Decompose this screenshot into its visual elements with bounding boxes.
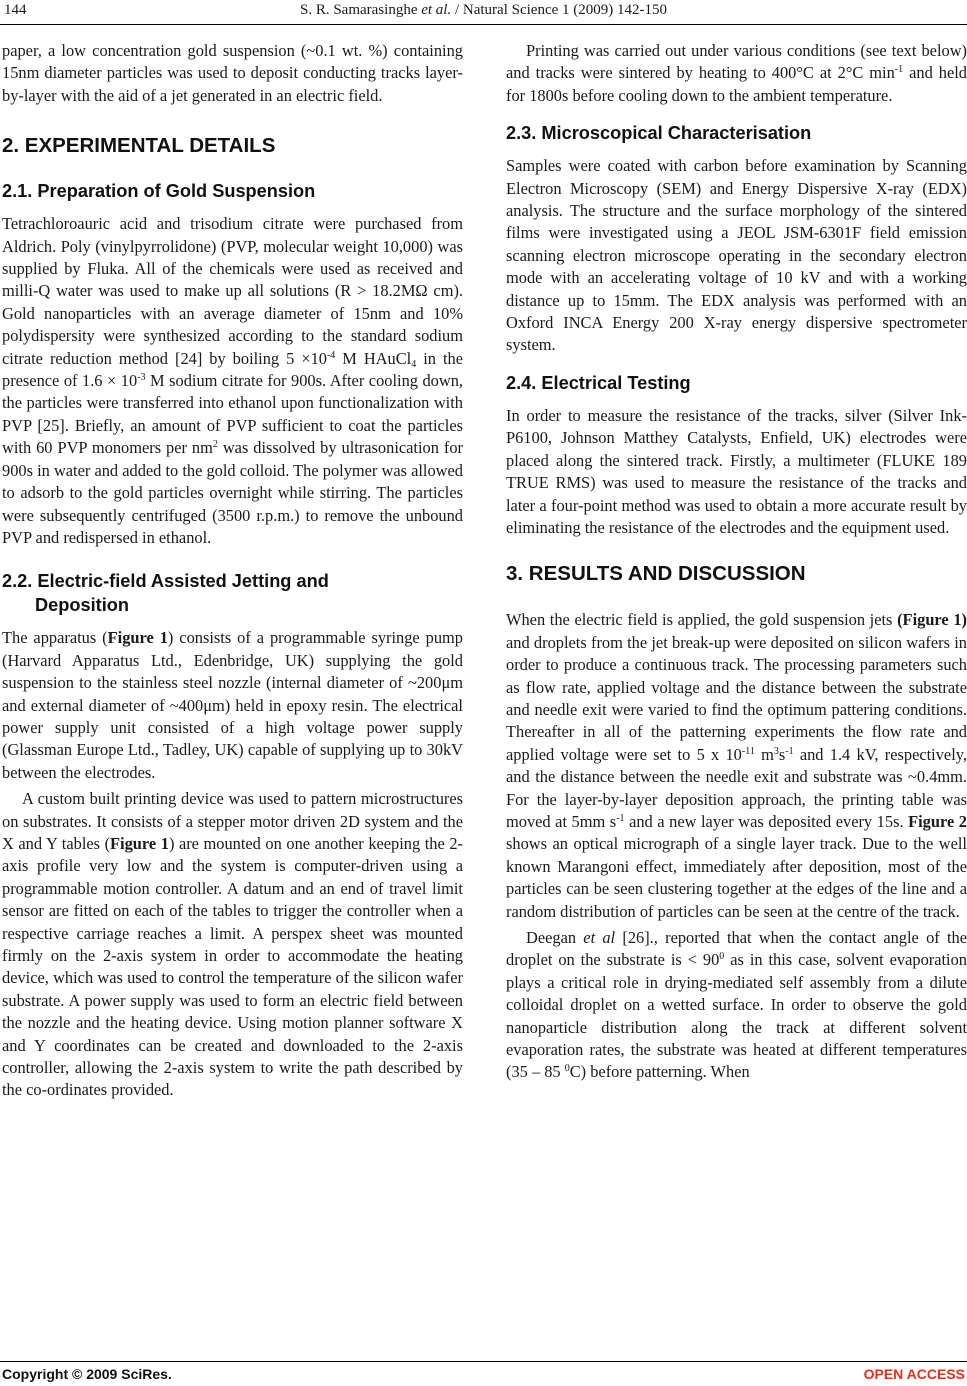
page-header: [0, 0, 967, 24]
right-column: [506, 40, 967, 1084]
header-rule: [0, 24, 967, 25]
running-head-authors: S. R. Samarasinghe: [299, 2, 422, 18]
footer-rule: [0, 1361, 967, 1362]
figure-1-ref: Figure 1: [107, 628, 168, 648]
section-3-heading: 3. RESULTS AND DISCUSSION: [506, 562, 806, 586]
page-footer: [0, 1366, 967, 1384]
subsection-2-1-heading: 2.1. Preparation of Gold Suspension: [2, 181, 316, 202]
subsection-2-1-paragraph: Tetrachloroauric acid and trisodium citrate were purchased from Aldrich. Poly (vinylpyrrolidone) (PVP, molecular weight 10,000) was supplied by Fluka. All of the chemicals were used as received and milli-Q water was used to make up all solutions (R > 18.2MΩ cm). Gold nanoparticles with an average diameter of 15nm and 10% polydispersity were synthesized according to the standard sodium citrate reduction method [24] by boiling $5 \times 10^{-4}$ M HAuCl$_4$ in the presence of $1.6 \times 10^{-3}$ M sodium citrate for 900s. After cooling down, the particles were transferred into ethanol upon functionalization with PVP [25]. Briefly, an amount of PVP sufficient to coat the particles with 60 PVP monomers per $nm^2$ was dissolved by ultrasonication for 900s in water and added to the gold colloid. The polymer was allowed to adsorb to the gold particles overnight while stirring. The particles were subsequently centrifuged (3500 r.p.m.) to remove the unbound PVP and redispersed in ethanol.: [2, 214, 464, 547]
copyright-notice: Copyright © 2009 SciRes.: [2, 1366, 172, 1382]
page-number: 144: [4, 2, 27, 18]
subsection-2-2-paragraph-2: A custom built printing device was used to pattern microstructures on substrates. It consists of a stepper motor driven 2D system and the X and Y tables (Figure 1) are mounted on one another keeping the 2-axis profile very low and the system is computer-driven using a programmable motion controller. A datum and an end of travel limit sensor are fitted on each of the tables to trigger the controller when a respective carriage reaches a limit. A perspex sheet was mounted firmly on the 2-axis system in order to accommodate the heating device, which was used to control the temperature of the silicon wafer substrate. A power supply was used to form an electric field between the nozzle and the heating device. Using motion planner software X and Y coordinates can be created and downloaded to the 2-axis controller, allowing the 2-axis system to write the path described by the co-ordinates provided.: [2, 789, 463, 1100]
open-access-label: OPEN ACCESS: [863, 1366, 965, 1382]
figure-2-ref: Figure 2: [908, 811, 967, 831]
figure-1-ref: (Figure 1): [897, 610, 967, 630]
running-head-journal: / Natural Science 1 (2009) 142-150: [451, 2, 668, 18]
left-column: [2, 40, 463, 1102]
subsection-2-2-paragraph-1: The apparatus (Figure 1) consists of a programmable syringe pump (Harvard Apparatus Ltd., Edenbridge, UK) supplying the gold suspension to the stainless steel nozzle (internal diameter of ~200μm and external diameter of ~400μm) held in epoxy resin. The electrical power supply unit consisted of a high voltage power supply (Glassman Europe Ltd., Tadley, UK) capable of supplying up to 30kV between the electrodes.: [2, 628, 463, 782]
subsection-2-4-paragraph: In order to measure the resistance of the tracks, silver (Silver Ink-P6100, Johnson Matthey Catalysts, Enfield, UK) electrodes were placed along the sintered track. Firstly, a multimeter (FLUKE 189 TRUE RMS) was used to measure the resistance of the tracks and later a four-point method was used to obtain a more accurate result by eliminating the resistance of the electrodes and the equipment used.: [506, 405, 967, 537]
results-paragraph-2: Deegan et al [26]., reported that when the contact angle of the droplet on the substrate is < $90^0$ as in this case, solvent evaporation plays a critical role in drying-mediated self assembly from a dilute colloidal droplet on a wetted surface. In order to observe the gold nanoparticle distribution along the track at different solvent evaporation rates, the substrate was heated at different temperatures (35 – 85 $^0$C) before patterning. When: [506, 928, 967, 1082]
running-head-etal: et al.: [421, 2, 452, 18]
subsection-2-4-heading: 2.4. Electrical Testing: [506, 372, 691, 393]
subsection-2-2-heading: 2.2. Electric-field Assisted Jetting and Deposition: [2, 571, 329, 616]
intro-paragraph: paper, a low concentration gold suspension (~0.1 wt. %) containing 15nm diameter particles was used to deposit conducting tracks layer-by-layer with the aid of a jet generated in an electric field.: [2, 41, 463, 105]
running-head: [0, 2, 967, 19]
subsection-2-3-heading: 2.3. Microscopical Characterisation: [506, 123, 812, 144]
subsection-2-3-paragraph: Samples were coated with carbon before examination by Scanning Electron Microscopy (SEM) and Energy Dispersive X-ray (EDX) analysis. The structure and the surface morphology of the sintered films were investigated using a JEOL JSM-6301F field emission scanning electron microscope operating in the secondary electron mode with an accelerating voltage of 10 kV and with a working distance up to 15mm. The EDX analysis was performed with an Oxford INCA Energy 200 X-ray energy dispersive spectrometer system.: [506, 156, 967, 355]
figure-1-ref: Figure 1: [110, 833, 169, 853]
results-paragraph-1: When the electric field is applied, the gold suspension jets (Figure 1) and droplets from the jet break-up were deposited on silicon wafers in order to produce a continuous track. The processing parameters such as flow rate, applied voltage and the distance between the substrate and needle exit were varied to find the optimum pattering conditions. Thereafter in all of the patterning experiments the flow rate and applied voltage were set to 5 x $10^{-11}$ $m^3s^{-1}$ and 1.4 kV, respectively, and the distance between the needle exit and substrate was ~0.4mm. For the layer-by-layer deposition approach, the printing table was moved at 5mm $s^{-1}$ and a new layer was deposited every 15s. Figure 2 shows an optical micrograph of a single layer track. Due to the well known Marangoni effect, immediately after deposition, most of the particles can be seen clustering together at the edges of the line and a random distribution of particles can be seen at the centre of the track.: [506, 610, 967, 921]
printing-paragraph: Printing was carried out under various conditions (see text below) and tracks were sintered by heating to 400°C at 2°C $\min^{-1}$ and held for 1800s before cooling down to the ambient temperature.: [506, 41, 967, 105]
section-2-heading: 2. EXPERIMENTAL DETAILS: [2, 134, 276, 158]
